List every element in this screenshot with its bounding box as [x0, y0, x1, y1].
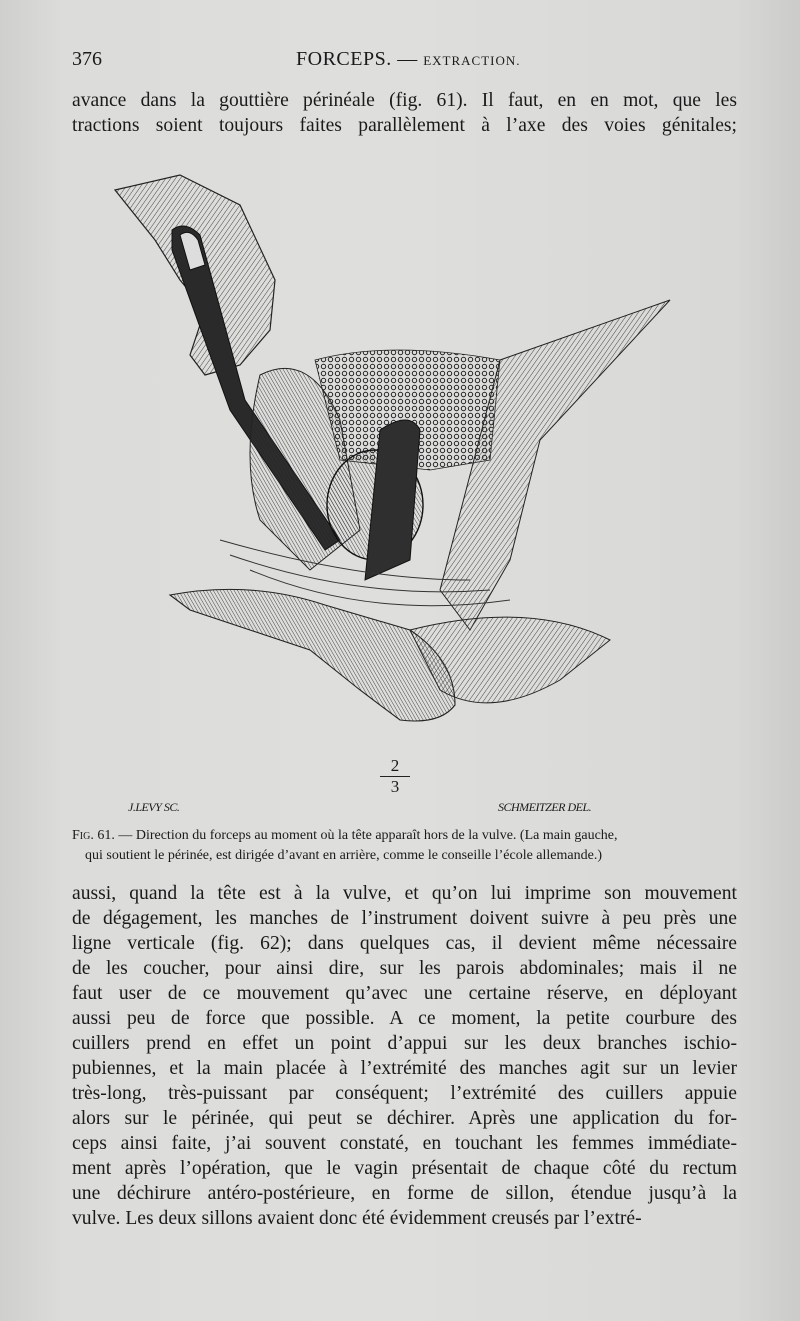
text-line: aussi, quand la tête est à la vulve, et qu’on lui imprime son mouvement: [72, 883, 737, 904]
forceps-engraving: [110, 160, 690, 800]
caption-line: [72, 826, 737, 846]
scale-numerator: 2: [390, 756, 400, 775]
running-title-sub: EXTRACTION.: [423, 53, 521, 68]
text-line: pubiennes, et la main placée à l’extrémité des manches agit sur un levier: [72, 1058, 737, 1079]
text-line: ceps ainsi faite, j’ai souvent constaté, en touchant les femmes immédiate-: [72, 1133, 737, 1154]
scale-denominator: 3: [390, 777, 400, 796]
text-line: ligne verticale (fig. 62); dans quelques cas, il devient même nécessaire: [72, 933, 737, 954]
text-line: une déchirure antéro-postérieure, en forme de sillon, étendue jusqu’à la: [72, 1183, 737, 1204]
text-line: très-long, très-puissant par conséquent; l’extrémité des cuillers appuie: [72, 1083, 737, 1104]
caption-text: — Direction du forceps au moment où la tête apparaît hors de la vulve. (La main gauche,: [114, 828, 618, 843]
paragraph-top: [72, 88, 737, 138]
scale-fraction: [380, 757, 410, 796]
engraver-signature: J.LEVY SC.: [128, 800, 180, 814]
text-line: avance dans la gouttière périnéale (fig. 61). Il faut, en en mot, que les: [72, 90, 737, 111]
caption-label: Fig. 61.: [72, 828, 115, 843]
text-line: aussi peu de force que possible. A ce moment, la petite courbure des: [72, 1008, 737, 1029]
running-title-main: FORCEPS.: [296, 48, 392, 70]
caption-line: qui soutient le périnée, est dirigée d’avant en arrière, comme le conseille l’école allemande.): [85, 848, 602, 863]
text-line: vulve. Les deux sillons avaient donc été évidemment creusés par l’extré-: [72, 1208, 642, 1229]
text-line: tractions soient toujours faites parallèlement à l’axe des voies génitales;: [72, 115, 737, 136]
text-line: cuillers prend en effet un point d’appui sur les deux branches ischio-: [72, 1033, 737, 1054]
artist-signature: SCHMEITZER DEL.: [498, 800, 592, 814]
text-line: faut user de ce mouvement qu’avec une certaine réserve, en déployant: [72, 983, 737, 1004]
figure-caption: [72, 826, 737, 866]
paragraph-bottom: [72, 881, 737, 1231]
text-line: de les coucher, pour ainsi dire, sur les parois abdominales; mais il ne: [72, 958, 737, 979]
text-line: ment après l’opération, que le vagin présentait de chaque côté du rectum: [72, 1158, 737, 1179]
text-line: alors sur le périnée, qui peut se déchirer. Après une application du for-: [72, 1108, 737, 1129]
page-number: 376: [72, 48, 102, 70]
figure-illustration: [110, 160, 690, 800]
running-title-dash: —: [391, 48, 424, 70]
running-header: [72, 48, 737, 76]
running-title: [296, 48, 521, 71]
text-line: de dégagement, les manches de l’instrument doivent suivre à peu près une: [72, 908, 737, 929]
